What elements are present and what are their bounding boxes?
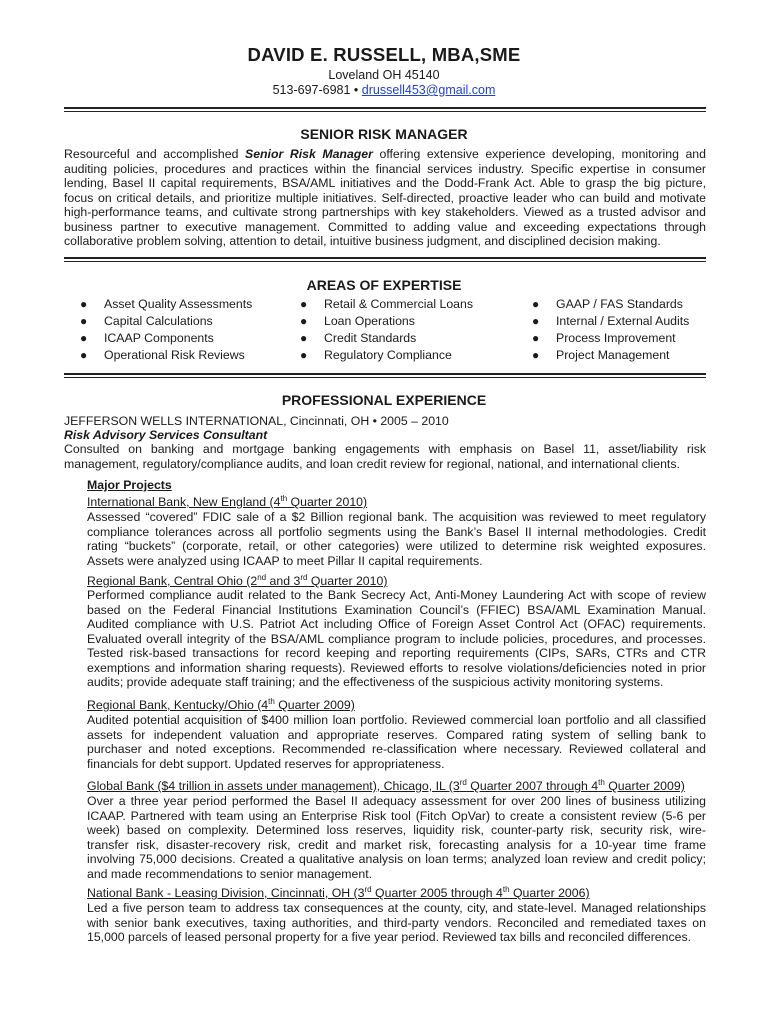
project-title — [87, 886, 590, 900]
expertise-column-3 — [532, 297, 689, 365]
project-title-text: Quarter 2009) — [604, 779, 685, 793]
job-description — [64, 442, 706, 471]
phone: 513-697-6981 • — [272, 83, 359, 97]
project-body — [87, 510, 706, 568]
project-title-text: Quarter 2005 through 4 — [371, 886, 503, 900]
project-body — [87, 901, 706, 945]
list-item — [80, 348, 252, 365]
header-divider — [64, 107, 706, 112]
project-line: with senior bank executives, taxing authorities, and third-party vendors. Reconciled and remediated taxes on — [87, 915, 706, 930]
bullet-icon: ● — [80, 348, 88, 362]
list-item-label: Regulatory Compliance — [324, 348, 452, 362]
project-line: based on the Federal Financial Institutions Examination Council’s (FFIEC) BSA/AML Examination Manual. — [87, 602, 706, 617]
project-title-sup: th — [502, 884, 510, 894]
project-line: Tested risk-based transactions for record keeping and reporting requirements (CIPs, SARs, CTRs and CTR — [87, 646, 706, 660]
project-line: rating “buckets” (corporate, retail, or other categories) were utilized to determine risk weighted exposures. — [87, 539, 706, 553]
project-body — [87, 713, 706, 771]
list-item-label: Project Management — [556, 348, 670, 362]
list-item-label: Process Improvement — [556, 331, 676, 345]
project-title-text: Global Bank ($4 trillion in assets under management), Chicago, IL (3 — [87, 779, 460, 793]
email-link[interactable]: drussell453@gmail.com — [361, 83, 496, 97]
project-title-sup: th — [598, 777, 605, 787]
list-item-label: Credit Standards — [324, 331, 417, 345]
list-item-label: Loan Operations — [324, 314, 415, 328]
job-title: Risk Advisory Services Consultant — [64, 428, 268, 442]
list-item — [300, 297, 473, 314]
project-line: and made recommendations to senior management. — [87, 866, 373, 881]
project-line: Led a five person team to address tax consequences at the county, city, and state-level. Managed relationships — [87, 901, 706, 915]
bullet-icon: ● — [532, 314, 540, 328]
projects-heading: Major Projects — [87, 478, 172, 492]
project-title-text: International Bank, New England (4 — [87, 495, 281, 509]
project-title-text: National Bank - Leasing Division, Cincinnati, OH (3 — [87, 886, 365, 900]
project-title-sup: th — [268, 696, 275, 706]
bullet-icon: ● — [300, 348, 308, 362]
list-item-label: Asset Quality Assessments — [104, 297, 253, 311]
bullet-icon: ● — [80, 331, 88, 345]
list-item-label: Retail & Commercial Loans — [324, 297, 473, 311]
project-line: purchaser and noted exceptions. Recommended re-classification where necessary. Reviewed collateral and — [87, 742, 706, 756]
list-item — [532, 314, 689, 331]
list-item-label: Operational Risk Reviews — [104, 348, 245, 362]
project-title-sup: rd — [300, 572, 308, 582]
bullet-icon: ● — [80, 314, 88, 328]
project-title — [87, 495, 367, 509]
project-line: assets for independent valuation and appropriate reserves. Compared rating system of selling bank to — [87, 727, 706, 742]
project-title-text: Quarter 2010) — [287, 495, 368, 509]
list-item — [300, 348, 473, 365]
expertise-divider — [64, 373, 706, 378]
project-title-text: Quarter 2010) — [307, 574, 388, 588]
project-title-text: Regional Bank, Kentucky/Ohio (4 — [87, 698, 269, 712]
project-body — [87, 794, 706, 881]
project-line: Performed compliance audit related to the Bank Secrecy Act, Anti-Money Laundering Act with scope of review — [87, 588, 706, 602]
summary-emphasis: Senior Risk Manager — [245, 147, 373, 161]
list-item — [80, 331, 252, 348]
project-title — [87, 698, 355, 712]
list-item — [300, 314, 473, 331]
summary-line: focus on critical details, and prioritize multiple initiatives. Self-directed, proactive leader who can build and motivate — [64, 190, 706, 205]
project-title-text: and 3 — [266, 574, 301, 588]
list-item-label: Internal / External Audits — [556, 314, 690, 328]
project-title-sup: rd — [459, 777, 467, 787]
summary-line — [64, 147, 706, 162]
project-line: Audited potential acquisition of $400 million loan portfolio. Reviewed commercial loan portfolio and all classified — [87, 713, 706, 727]
project-title-text: Quarter 2006) — [509, 886, 590, 900]
summary-line: collaborative problem solving, attention to detail, intuitive business judgment, and disciplined decision making. — [64, 234, 661, 248]
expertise-column-2 — [300, 297, 473, 365]
project-line: transfer risk, disaster-recovery risk, credit and market risk, forecasting analysis for a 10-year time frame — [87, 837, 706, 852]
summary-text: Resourceful and accomplished — [64, 147, 239, 161]
project-line: Evaluated overall integrity of the BSA/AML compliance program to include policies, procedures, and processes. — [87, 631, 706, 646]
summary-line: high-performance teams, and cultivate strong partnerships with key stakeholders. Viewed as a trusted advisor and — [64, 205, 706, 219]
bullet-icon: ● — [300, 297, 308, 311]
description-line: management, regulatory/compliance audits, and loan credit review for regional, national, and international clients. — [64, 456, 680, 471]
candidate-name: DAVID E. RUSSELL, MBA,SME — [247, 44, 521, 65]
project-line: Assets were analyzed using ICAAP to meet Pillar II capital requirements. — [87, 553, 483, 568]
list-item-label: ICAAP Components — [104, 331, 214, 345]
summary-text: offering extensive experience developing, monitoring and — [379, 147, 706, 161]
list-item — [300, 331, 473, 348]
list-item — [80, 297, 252, 314]
summary-line: lending, Basel II capital requirements, BSA/AML initiatives and the Dodd-Frank Act. Able to grasp the big picture, — [64, 176, 706, 190]
list-item-label: GAAP / FAS Standards — [556, 297, 683, 311]
project-body — [87, 588, 706, 690]
summary-line: business partner to executive management. Committed to adding value and exceeding expectations through — [64, 219, 706, 234]
summary-paragraph — [64, 147, 706, 249]
project-line: ICAAP. Partnered with team using an Enterprise Risk tool (Fitch OpVar) to create a consistent review (5-6 per — [87, 808, 706, 823]
summary-divider — [64, 257, 706, 262]
expertise-column-1 — [80, 297, 252, 365]
bullet-icon: ● — [532, 297, 540, 311]
bullet-icon: ● — [532, 331, 540, 345]
bullet-icon: ● — [80, 297, 88, 311]
address: Loveland OH 45140 — [328, 68, 440, 82]
project-line: Assessed “covered” FDIC sale of a $2 Billion regional bank. The acquisition was reviewed to meet regulatory — [87, 510, 706, 524]
project-title-text: Regional Bank, Central Ohio (2 — [87, 574, 258, 588]
project-line: compliance tolerances across all portfolio segments using the Bank’s Basel II internal methodologies. Credit — [87, 524, 706, 539]
project-line: Over a three year period performed the Basel II adequacy assessment for over 200 lines of business utilizing — [87, 794, 706, 808]
bullet-icon: ● — [300, 331, 308, 345]
project-line: financials for debt support. Updated reserves for appropriateness. — [87, 756, 445, 771]
list-item — [532, 331, 689, 348]
project-line: involving 75,000 decisions. Created a qualitative analysis on loan terms; analyzed loan review and credit policy; — [87, 852, 706, 866]
project-title-sup: rd — [364, 884, 372, 894]
expertise-heading: AREAS OF EXPERTISE — [306, 277, 462, 293]
bullet-icon: ● — [300, 314, 308, 328]
project-title-sup: th — [280, 493, 288, 503]
project-title — [87, 779, 685, 793]
list-item-label: Capital Calculations — [104, 314, 213, 328]
project-title-sup: nd — [257, 572, 267, 582]
description-line: Consulted on banking and mortgage banking engagements with emphasis on Basel 11, asset/liability risk — [64, 442, 706, 456]
list-item — [532, 348, 689, 365]
summary-heading: SENIOR RISK MANAGER — [300, 126, 468, 142]
list-item — [532, 297, 689, 314]
contact-line — [0, 83, 768, 97]
bullet-icon: ● — [532, 348, 540, 362]
project-title-text: Quarter 2007 through 4 — [466, 779, 599, 793]
project-line: Audited compliance with U.S. Patriot Act including Office of Foreign Asset Control Act (OFAC) requirements. — [87, 617, 706, 631]
project-line: week) based on complexity. Determined loss reserves, liquidity risk, counter-party risk, security risk, wire- — [87, 823, 706, 837]
project-title — [87, 574, 387, 588]
project-line: audits; provide adequate staff training; and the effectiveness of the suspicious activity monitoring systems. — [87, 675, 664, 689]
experience-heading: PROFESSIONAL EXPERIENCE — [281, 392, 487, 408]
project-line: 15,000 parcels of leased personal property for a five year period. Reviewed tax bills and reconciled differences. — [87, 930, 692, 944]
employer-line: JEFFERSON WELLS INTERNATIONAL, Cincinnati, OH • 2005 – 2010 — [64, 414, 449, 428]
project-line: exemptions and information sharing requests). Reviewed efforts to resolve violations/deficiencies noted in prior — [87, 660, 706, 675]
list-item — [80, 314, 252, 331]
summary-line: auditing policies, procedures and practices within the financial services industry. Specific expertise in consumer — [64, 161, 706, 176]
project-title-text: Quarter 2009) — [274, 698, 355, 712]
